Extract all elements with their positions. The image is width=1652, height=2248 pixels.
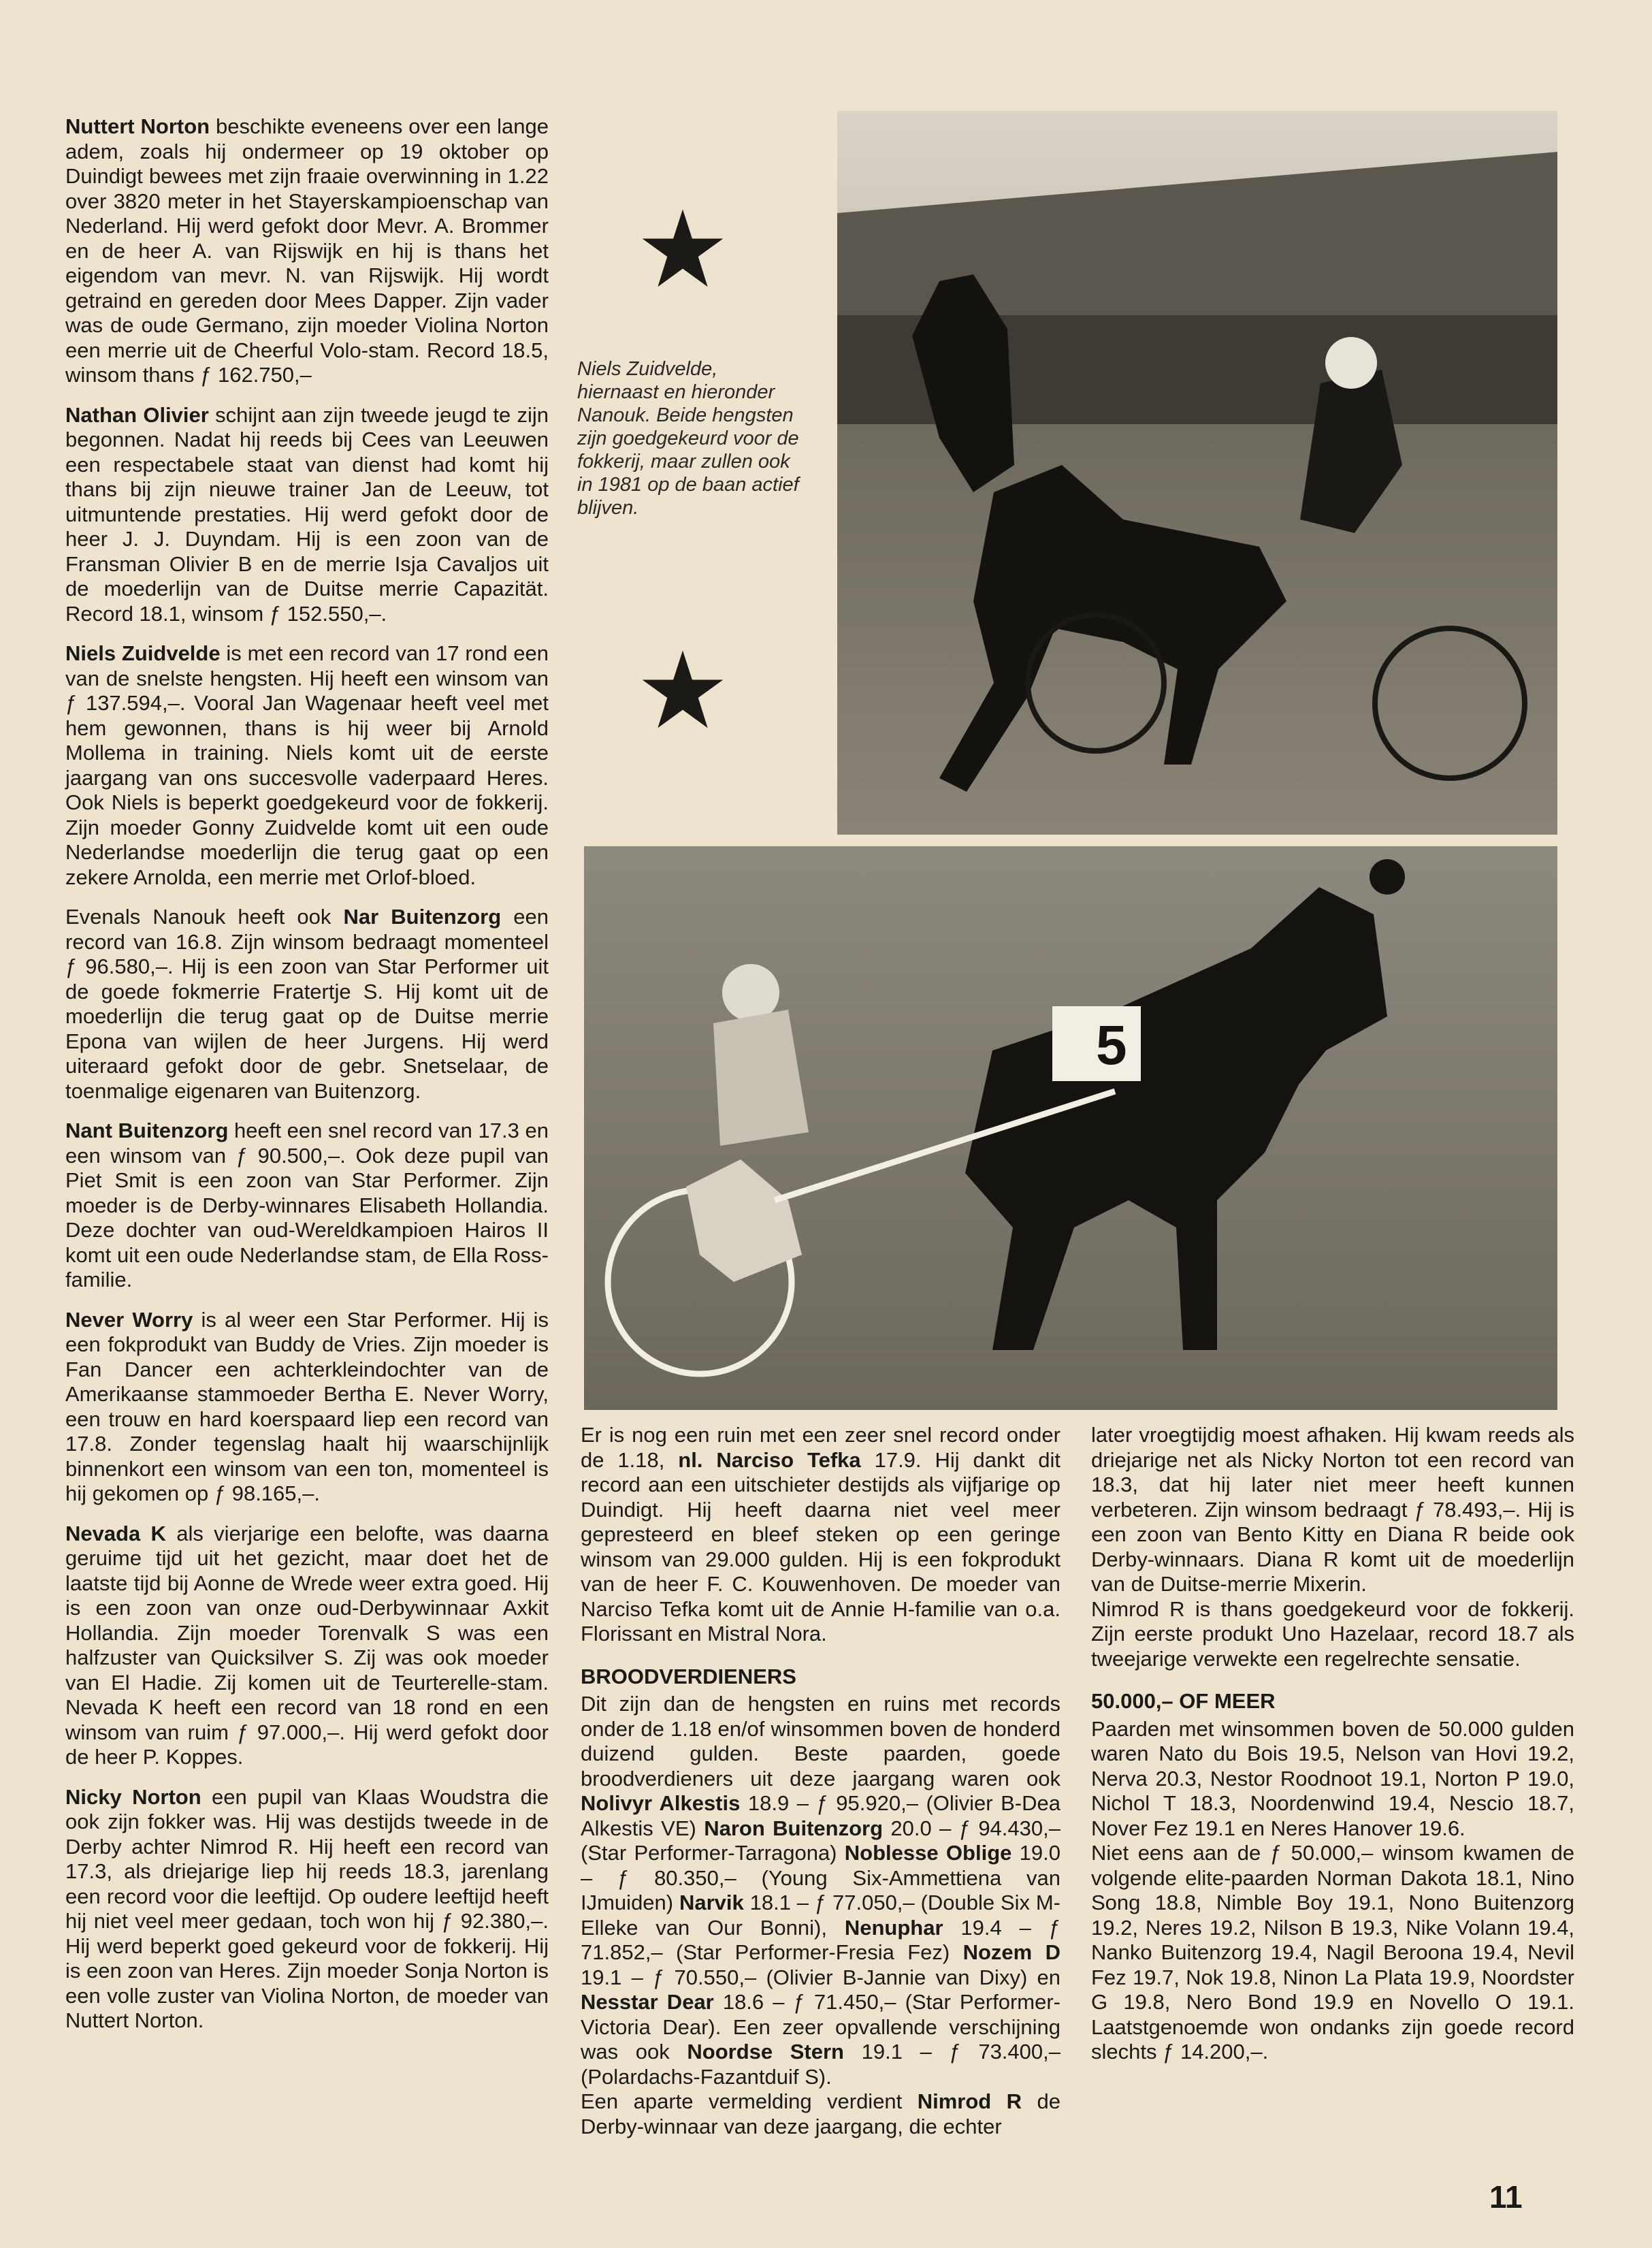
paragraph-elite-paarden: Niet eens aan de ƒ 50.000,– winsom kwamen de volgende elite-paarden Norman Dakota 18.1, Nino Song 18.8, Nimble Boy 19.1, Nono Buitenzorg 19.2, Neres 19.2, Nilson B 19.3, Nike Volann 19.4, Nanko Buitenzorg 19.4, Nagil Beroona 19.4, Nevil Fez 19.7, Nok 19.8, Ninon La Plata 19.9, Noordster G 19.8, Nero Bond 19.9 en Novello O 19.1. Laatstgenoemde won ondanks zijn goede record slechts ƒ 14.200,–. (1091, 1841, 1574, 2064)
paragraph-nant-buitenzorg: Nant Buitenzorg heeft een snel record van 17.3 en een winsom van ƒ 90.500,–. Ook deze pupil van Piet Smit is een zoon van Star Performer. Zijn moeder is de Derby-winnares Elisabeth Hollandia. Deze dochter van oud-Wereldkampioen Hairos II komt uit een oude Nederlandse stam, de Ella Ross-familie. (65, 1119, 549, 1291)
paragraph-nar-buitenzorg: Evenals Nanouk heeft ook Nar Buitenzorg een record van 16.8. Zijn winsom bedraagt momenteel ƒ 96.580,–. Hij is een zoon van Star Performer uit de goede fokmerrie Fratertje S. Hij komt uit de moederlijn die terug gaat op de Duitse merrie Epona van wijlen de heer Jurgens. Hij werd uiteraard gefokt door de gebr. Snetselaar, de toenmalige eigenaren van Buitenzorg. (65, 905, 549, 1103)
photo-caption: Niels Zuidvelde, hiernaast en hieronder Nanouk. Beide hengsten zijn goedgekeurd voor de fokkerij, maar zullen ook in 1981 op de baan actief blijven. (577, 358, 799, 519)
star-icon (638, 649, 727, 730)
paragraph-nicky-norton: Nicky Norton een pupil van Klaas Woudstra die ook zijn fokker was. Hij was destijds tweede in de Derby achter Nimrod R. Hij heeft een record van 17.3, als driejarige liep hij reeds 18.3, jarenlang een record voor die leeftijd. Op oudere leeftijd heeft hij niet veel meer gedaan, toch won hij ƒ 92.380,–. Hij werd beperkt goed gekeurd voor de fokkerij. Hij is een zoon van Heres. Zijn moeder Sonja Norton is een volle zuster van Violina Norton, de moeder van Nuttert Norton. (65, 1784, 549, 2032)
paragraph-niels-zuidvelde: Niels Zuidvelde is met een record van 17 rond een van de snelste hengsten. Hij heeft een winsom van ƒ 137.594,–. Vooral Jan Wagenaar heeft veel met hem gewonnen, thans is hij weer bij Arnold Mollema in training. Niels komt uit de eerste jaargang van ons succesvolle vaderpaard Heres. Ook Niels is beperkt goedgekeurd voor de fokkerij. Zijn moeder Gonny Zuidvelde komt uit een oude Nederlandse moederlijn die terug gaat op een zekere Arnolda, een merrie met Orlof-bloed. (65, 641, 549, 889)
column-middle (581, 1423, 1060, 2154)
paragraph-narciso-tefka: Er is nog een ruin met een zeer snel record onder de 1.18, nl. Narciso Tefka 17.9. Hij dankt dit record aan een uitschieter destijds als vijfjarige op Duindigt. Hij heeft daarna niet veel meer gepresteerd en bleef steken op een geringe winsom van 29.000 gulden. Hij is een fokprodukt van de heer F. C. Kouwenhoven. De moeder van Narciso Tefka komt uit de Annie H-familie van o.a. Florissant en Mistral Nora. (581, 1423, 1061, 1645)
paragraph-winsommen: Paarden met winsommen boven de 50.000 gulden waren Nato du Bois 19.5, Nelson van Hovi 19.2, Nerva 20.3, Nestor Roodnoot 19.1, Norton P 19.0, Nichol T 18.3, Noordenwind 19.4, Nescio 18.7, Nover Fez 19.1 en Neres Hanover 19.6. (1091, 1716, 1574, 1840)
saddle-cloth-number: 5 (1096, 1014, 1127, 1076)
page-number: 11 (1489, 2179, 1523, 2215)
paragraph-nimrod-r-intro: Een aparte vermelding verdient Nimrod R de Derby-winnaar van deze jaargang, die echter (581, 2089, 1060, 2138)
paragraph-nimrod-r-fokkerij: Nimrod R is thans goedgekeurd voor de fokkerij. Zijn eerste produkt Uno Hazelaar, record 18.7 als tweejarige verwekte een regelrechte sensatie. (1091, 1596, 1574, 1671)
photo-nanouk (584, 846, 1557, 1410)
star-icon (638, 208, 727, 289)
paragraph-never-worry: Never Worry is al weer een Star Performer. Hij is een fokprodukt van Buddy de Vries. Zijn moeder is Fan Dancer een achterkleindochter van de Amerikaanse stammoeder Bertha E. Never Worry, een trouw en hard koerspaard liep een record van 17.8. Zonder tegenslag haalt hij waarschijnlijk binnenkort een winsom van een ton, momenteel is hij gekomen op ƒ 98.165,–. (65, 1307, 549, 1505)
paragraph-broodverdieners: Dit zijn dan de hengsten en ruins met records onder de 1.18 en/of winsommen boven de honderd duizend gulden. Beste paarden, goede broodverdieners uit deze jaargang waren ook Nolivyr Alkestis 18.9 – ƒ 95.920,– (Olivier B-Dea Alkestis VE) Naron Buitenzorg 20.0 – ƒ 94.430,– (Star Performer-Tarragona) Noblesse Oblige 19.0 – ƒ 80.350,– (Young Six-Ammettiena van IJmuiden) Narvik 18.1 – ƒ 77.050,– (Double Six M-Elleke van Our Bonni), Nenuphar 19.4 – ƒ 71.852,– (Star Performer-Fresia Fez) Nozem D 19.1 – ƒ 70.550,– (Olivier B-Jannie van Dixy) en Nesstar Dear 18.6 – ƒ 71.450,– (Star Performer-Victoria Dear). Een zeer opvallende verschijning was ook Noordse Stern 19.1 – ƒ 73.400,– (Polardachs-Fazantduif S). (581, 1692, 1061, 2089)
column-left (65, 114, 549, 2049)
photo-niels-zuidvelde (837, 111, 1557, 835)
paragraph-nuttert-norton: Nuttert Norton beschikte eveneens over een lange adem, zoals hij ondermeer op 19 oktober op Duindigt bewees met zijn fraaie overwinning in 1.22 over 3820 meter in het Stayerskampioenschap van Nederland. Hij werd gefokt door Mevr. A. Brommer en de heer A. van Rijswijk en hij is thans het eigendom van mevr. N. van Rijswijk. Hij wordt getraind en gereden door Mees Dapper. Zijn vader was de oude Germano, zijn moeder Violina Norton een merrie uit de Cheerful Volo-stam. Record 18.5, winsom thans ƒ 162.750,– (65, 114, 549, 387)
heading-broodverdieners: BROODVERDIENERS (581, 1664, 796, 1688)
column-right (1091, 1423, 1574, 2080)
paragraph-nevada-k: Nevada K als vierjarige een belofte, was daarna geruime tijd uit het gezicht, maar doet het de laatste tijd bij Aonne de Wrede weer extra goed. Hij is een zoon van onze oud-Derbywinnaar Axkit Hollandia. Zijn moeder Torenvalk S was een halfzuster van Quicksilver S. Zij was ook moeder van El Hadie. Zij komen uit de Teurterelle-stam. Nevada K heeft een record van 18 rond en een winsom van ruim ƒ 97.000,–. Hij werd gefokt door de heer P. Koppes. (65, 1521, 549, 1769)
heading-50000-of-meer: 50.000,– OF MEER (1091, 1689, 1276, 1713)
paragraph-nathan-olivier: Nathan Olivier schijnt aan zijn tweede jeugd te zijn begonnen. Nadat hij reeds bij Cees van Leeuwen een respectabele staat van dienst had komt hij thans bij zijn nieuwe trainer Jan de Leeuw, tot uitmuntende prestaties. Hij werd gefokt door de heer J. J. Duyndam. Hij is een zoon van de Fransman Olivier B en de merrie Isja Cavaljos uit de moederlijn van de Duitse merrie Capazität. Record 18.1, winsom ƒ 152.550,–. (65, 402, 549, 626)
paragraph-nimrod-r-continued: later vroegtijdig moest afhaken. Hij kwam reeds als driejarige net als Nicky Norton tot een record van 18.3, dat hij later niet meer heeft kunnen verbeteren. Zijn winsom bedraagt ƒ 78.493,–. Hij is een zoon van Bento Kitty en Diana R beide ook Derby-winnaars. Diana R komt uit de moederlijn van de Duitse-merrie Mixerin. (1091, 1423, 1574, 1596)
